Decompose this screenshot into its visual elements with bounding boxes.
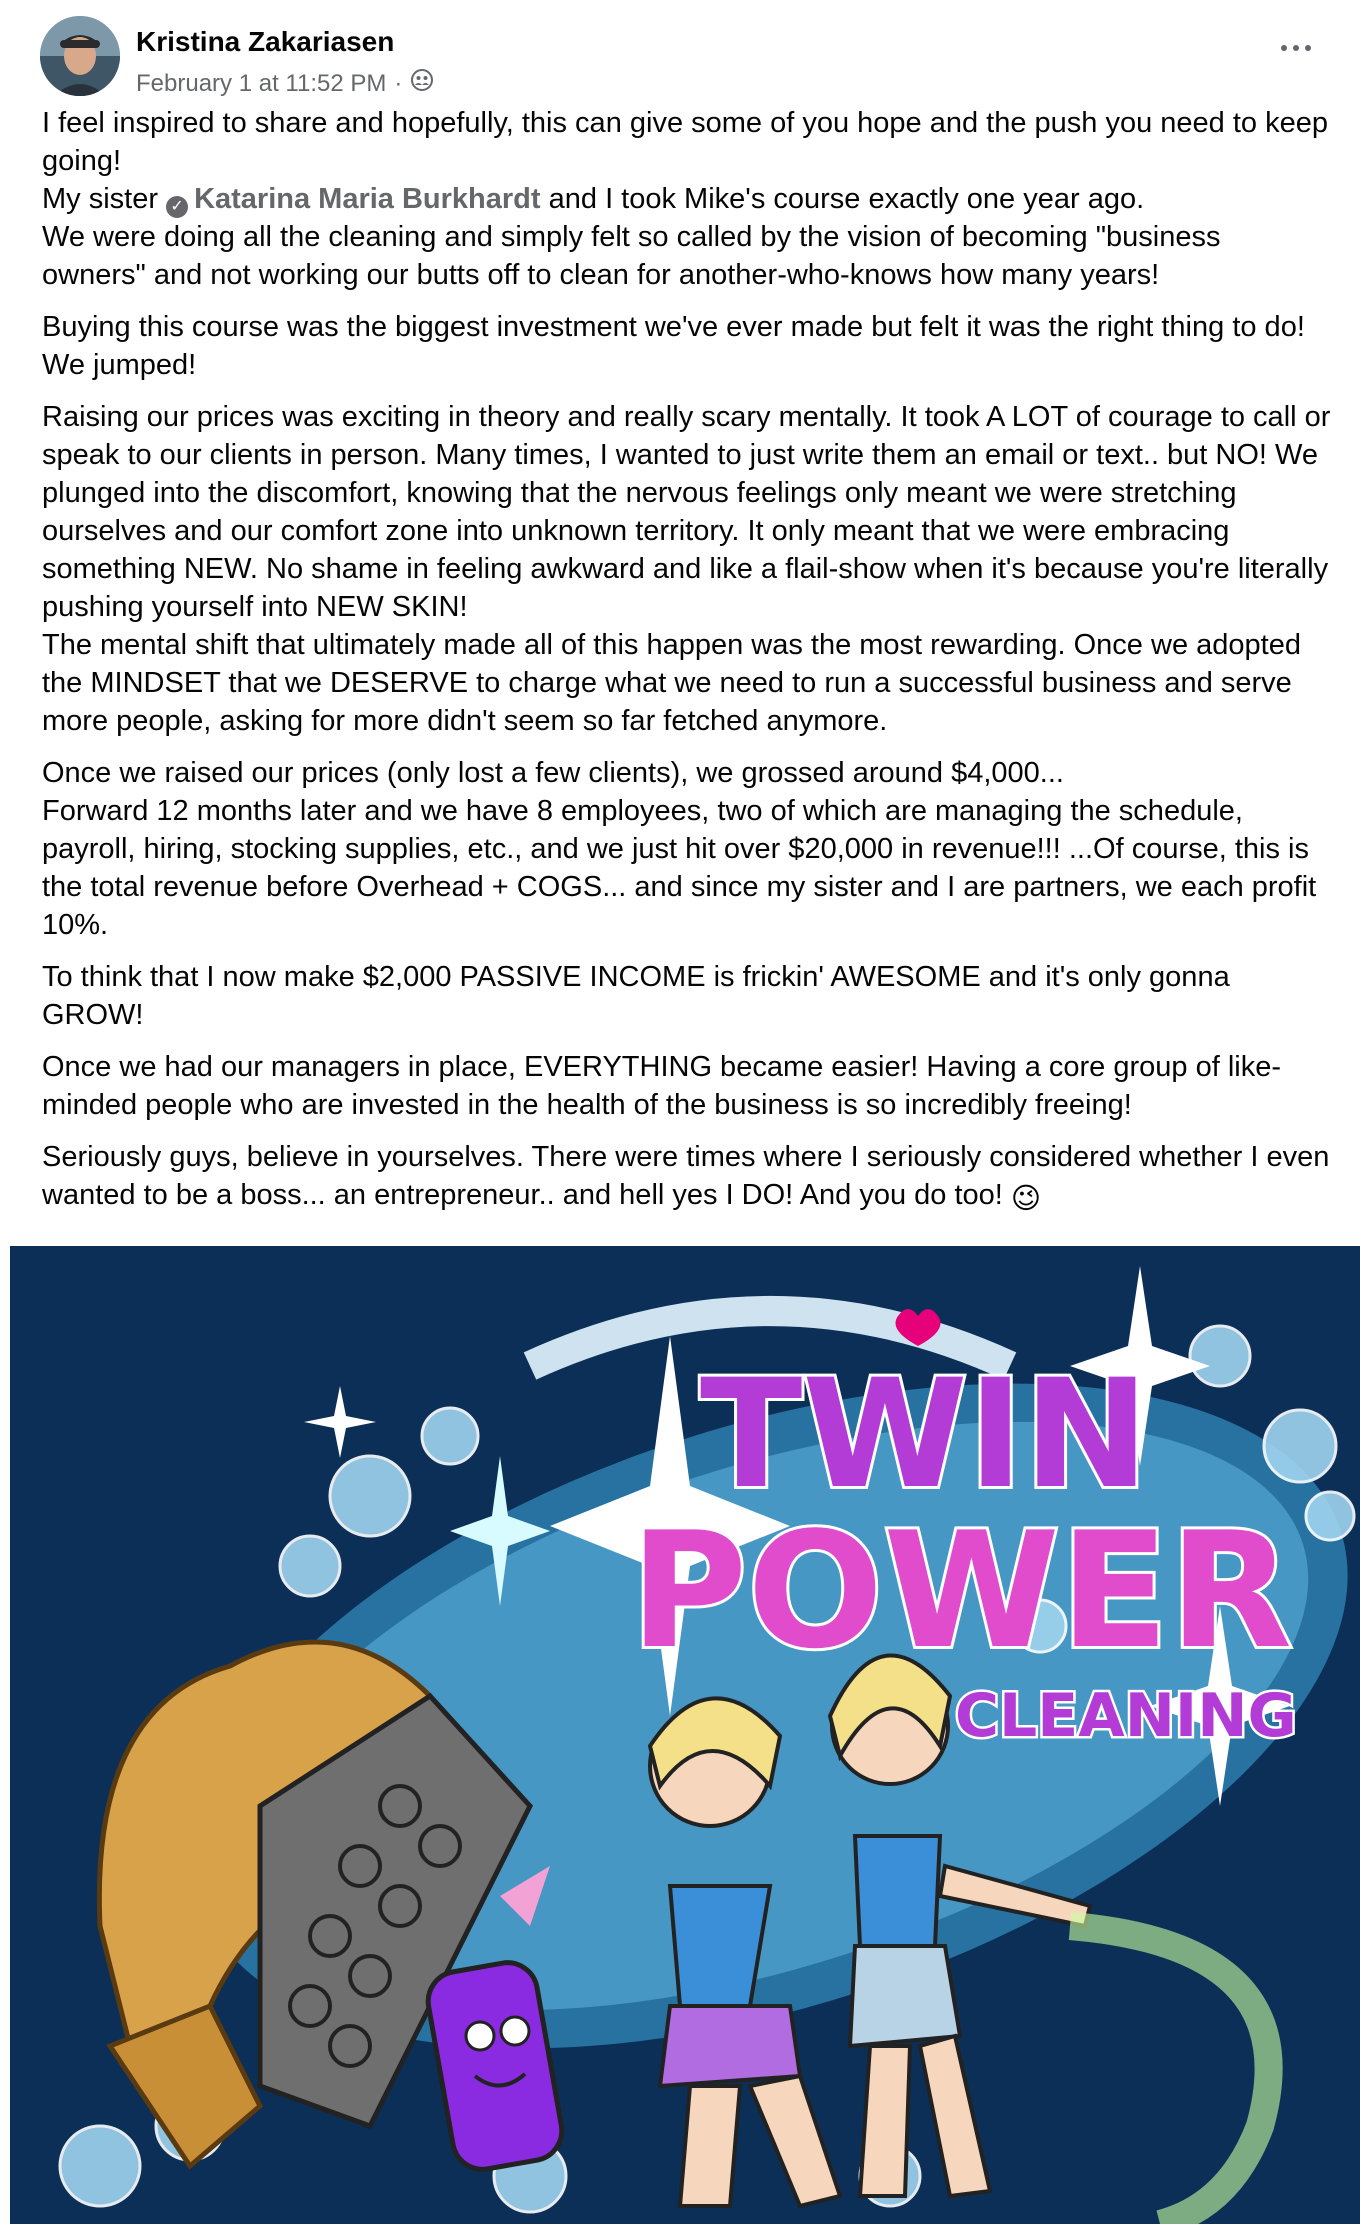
author-name[interactable]: Kristina Zakariasen xyxy=(136,26,395,57)
paragraph-text: and I took Mike's course exactly one year ago. xyxy=(548,183,1145,215)
logo-line-2: POWER xyxy=(630,1497,1293,1684)
paragraph-text: My sister xyxy=(42,183,158,215)
post-body xyxy=(42,104,1332,1232)
paragraph-7 xyxy=(42,1138,1332,1218)
author-avatar[interactable] xyxy=(40,16,120,96)
paragraph-text: Forward 12 months later and we have 8 employees, two of which are managing the schedule, payroll, hiring, stocking supplies, etc., and we just hit over $20,000 in revenue!!! ...Of course, this is the total revenue before Overhead + COGS... and since my sister and I are partners, we each profit 10%. xyxy=(42,795,1317,941)
mention-name: Katarina Maria Burkhardt xyxy=(194,183,541,215)
paragraph-1 xyxy=(42,104,1332,294)
meta-separator: · xyxy=(394,69,403,97)
post-header xyxy=(40,16,1330,96)
paragraph-5: To think that I now make $2,000 PASSIVE INCOME is frickin' AWESOME and it's only gonna GROW! xyxy=(42,961,1230,1031)
paragraph-2: Buying this course was the biggest investment we've ever made but felt it was the right thing to do! We jumped! xyxy=(42,311,1305,381)
paragraph-text: Once we raised our prices (only lost a few clients), we grossed around $4,000... xyxy=(42,757,1064,789)
group-audience-icon xyxy=(410,68,434,99)
post-timestamp[interactable]: February 1 at 11:52 PM xyxy=(136,69,387,97)
paragraph-text: Seriously guys, believe in yourselves. There were times where I seriously considered whether I even wanted to be a boss... an entrepreneur.. and hell yes I DO! And you do too! xyxy=(42,1141,1330,1211)
post-meta xyxy=(136,68,434,99)
logo-line-3: CLEANING xyxy=(955,1681,1297,1751)
mention-link[interactable] xyxy=(166,183,541,215)
winking-face-emoji-icon: 😉 xyxy=(1010,1183,1042,1215)
paragraph-text: The mental shift that ultimately made all of this happen was the most rewarding. Once we adopted the MINDSET that we DESERVE to charge what we need to run a successful business and serve more people, asking for more didn't seem so far fetched anymore. xyxy=(42,629,1301,737)
twin-power-cleaning-illustration xyxy=(10,1246,1360,2224)
logo-line-1: TWIN xyxy=(700,1348,1150,1522)
paragraph-text: Raising our prices was exciting in theory and really scary mentally. It took A LOT of courage to call or speak to our clients in person. Many times, I wanted to just write them an email or text.. but NO! We plunged into the discomfort, knowing that the nervous feelings only meant we were stretching ourselves and our comfort zone into unknown territory. It only meant that we were embracing something NEW. No shame in feeling awkward and like a flail-show when it's because you're literally pushing yourself into NEW SKIN! xyxy=(42,401,1331,623)
paragraph-4 xyxy=(42,754,1332,944)
avatar-photo xyxy=(40,16,120,96)
more-options-icon[interactable] xyxy=(1272,32,1320,64)
post-image[interactable] xyxy=(10,1246,1360,2224)
paragraph-text: We were doing all the cleaning and simply felt so called by the vision of becoming "business owners" and not working our butts off to clean for another-who-knows how many years! xyxy=(42,221,1221,291)
paragraph-3 xyxy=(42,398,1332,740)
paragraph-6: Once we had our managers in place, EVERYTHING became easier! Having a core group of like-minded people who are invested in the health of the business is so incredibly freeing! xyxy=(42,1051,1282,1121)
verified-badge-icon: ✓ xyxy=(166,196,188,218)
paragraph-text: I feel inspired to share and hopefully, this can give some of you hope and the push you need to keep going! xyxy=(42,107,1328,177)
